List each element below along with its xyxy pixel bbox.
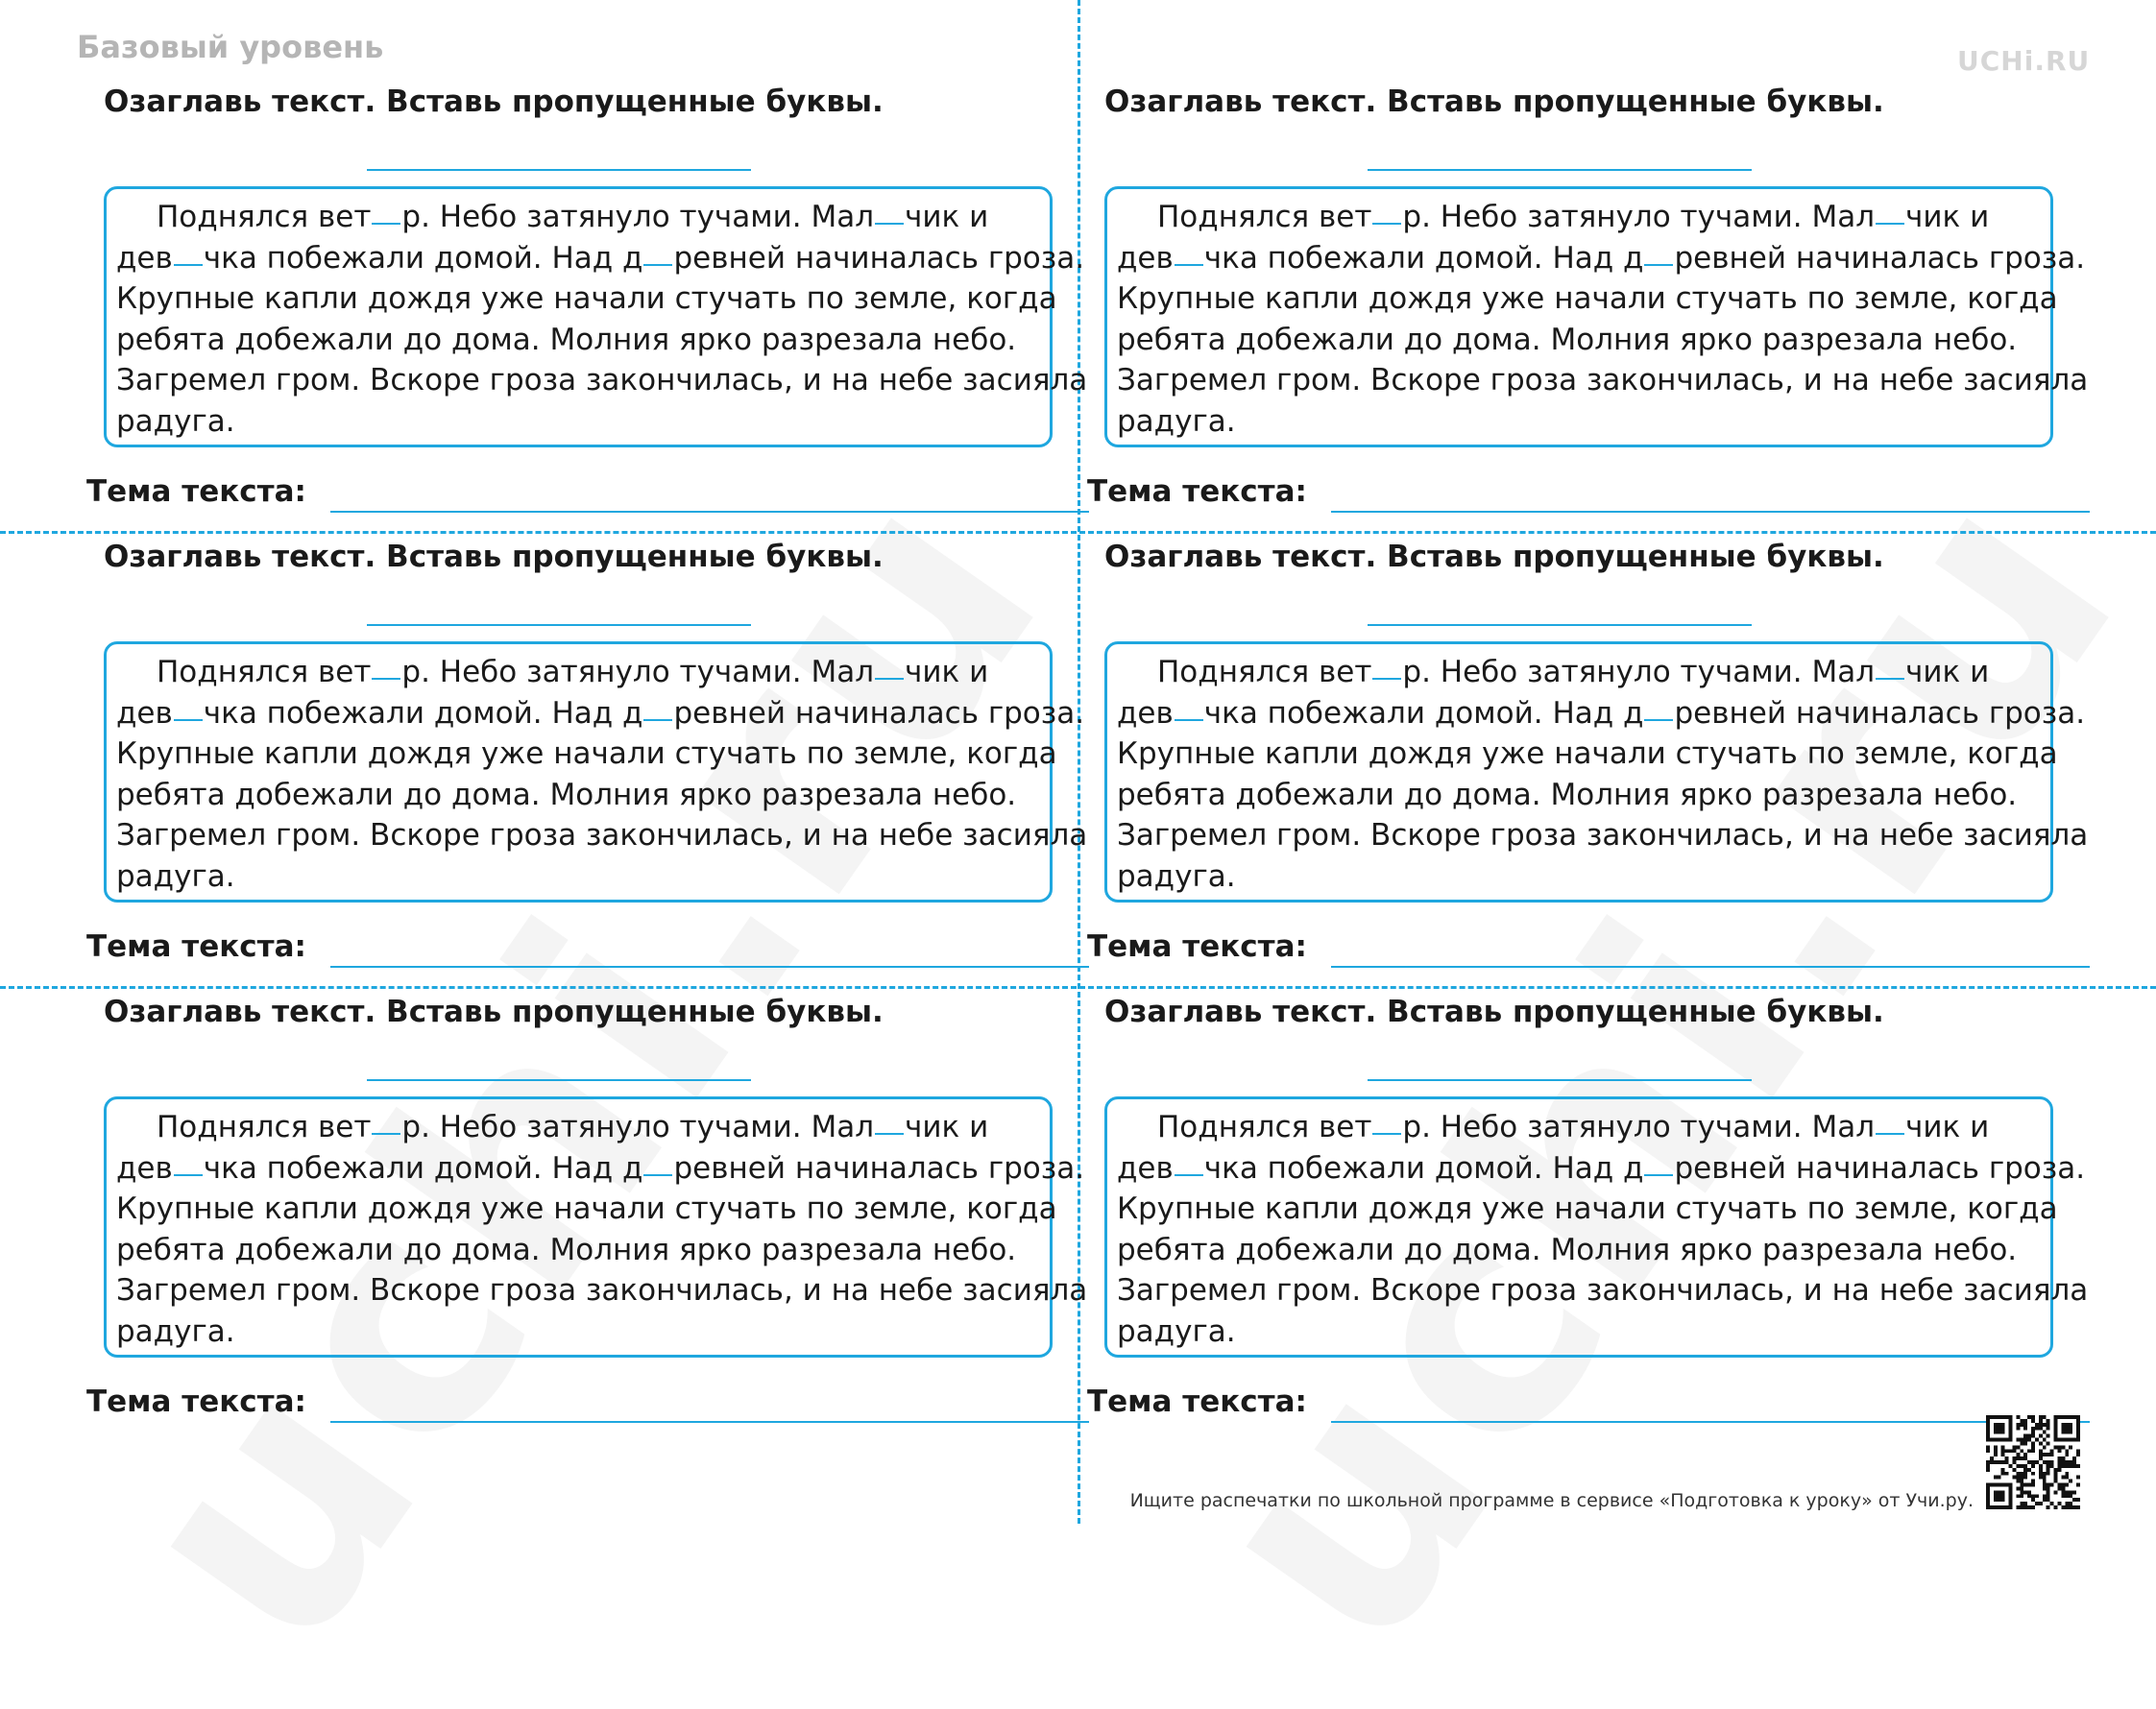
text-segment: чик и	[1905, 200, 1990, 234]
missing-letter-blank[interactable]	[174, 263, 203, 266]
text-segment: Загремел гром. Вскоре гроза закончилась, и на небе засияла	[1117, 818, 2089, 853]
missing-letter-blank[interactable]	[1644, 718, 1673, 721]
text-line	[116, 856, 1040, 898]
missing-letter-blank[interactable]	[875, 677, 904, 680]
text-line	[116, 693, 1085, 734]
text-segment: чка побежали домой. Над д	[1203, 1150, 1644, 1186]
text-segment: Крупные капли дождя уже начали стучать по земле, когда	[116, 736, 1057, 771]
card-instruction: Озаглавь текст. Вставь пропущенные буквы.	[1104, 540, 1884, 574]
text-segment: ребята добежали до дома. Молния ярко разрезала небо.	[1117, 1232, 2018, 1267]
title-answer-line[interactable]	[367, 624, 751, 626]
missing-letter-blank[interactable]	[1876, 677, 1904, 680]
missing-letter-blank[interactable]	[643, 263, 672, 266]
text-segment: радуга.	[116, 403, 235, 439]
text-segment: радуга.	[1117, 1313, 1236, 1349]
topic-label: Тема текста:	[1087, 474, 1307, 509]
missing-letter-blank[interactable]	[372, 1132, 400, 1135]
missing-letter-blank[interactable]	[1876, 1132, 1904, 1135]
text-segment: ребята добежали до дома. Молния ярко разрезала небо.	[116, 1232, 1017, 1267]
text-segment: радуга.	[1117, 858, 1236, 894]
text-segment: дев	[1117, 240, 1174, 276]
missing-letter-blank[interactable]	[372, 222, 400, 225]
text-line	[116, 1230, 1040, 1271]
missing-letter-blank[interactable]	[372, 677, 400, 680]
text-segment: Загремел гром. Вскоре гроза закончилась, и на небе засияла	[1117, 1273, 2089, 1308]
text-line	[1117, 320, 2041, 361]
text-segment: р. Небо затянуло тучами. Мал	[1402, 1110, 1876, 1144]
title-answer-line[interactable]	[367, 169, 751, 171]
text-segment: чик и	[905, 1110, 989, 1144]
text-segment: р. Небо затянуло тучами. Мал	[401, 200, 875, 234]
text-segment: чка побежали домой. Над д	[1203, 695, 1644, 731]
text-line	[1117, 1148, 2086, 1190]
text-line	[116, 238, 1085, 279]
text-line	[1117, 734, 2058, 775]
text-line	[116, 1312, 1040, 1353]
text-line	[116, 815, 1088, 856]
text-line	[1117, 1312, 2041, 1353]
text-line	[1117, 815, 2089, 856]
text-segment: ревней начиналась гроза.	[673, 1150, 1085, 1186]
exercise-text-box	[1104, 186, 2089, 447]
exercise-text-box	[1104, 641, 2089, 903]
card-instruction: Озаглавь текст. Вставь пропущенные буквы.	[104, 995, 884, 1029]
text-line	[116, 320, 1040, 361]
brand-logo: UCHi.RU	[1957, 45, 2091, 77]
topic-label: Тема текста:	[86, 929, 306, 964]
text-segment: дев	[1117, 695, 1174, 731]
card-instruction: Озаглавь текст. Вставь пропущенные буквы.	[104, 540, 884, 574]
missing-letter-blank[interactable]	[1372, 222, 1401, 225]
text-segment: чка побежали домой. Над д	[203, 695, 643, 731]
missing-letter-blank[interactable]	[643, 1173, 672, 1176]
level-label: Базовый уровень	[77, 29, 384, 65]
text-segment: Крупные капли дождя уже начали стучать по земле, когда	[1117, 281, 2058, 316]
text-segment: радуга.	[116, 858, 235, 894]
text-line	[116, 1270, 1088, 1312]
text-segment: дев	[1117, 1150, 1174, 1186]
text-line	[116, 1148, 1085, 1190]
text-segment: ребята добежали до дома. Молния ярко разрезала небо.	[116, 777, 1017, 812]
text-segment: р. Небо затянуло тучами. Мал	[1402, 200, 1876, 234]
text-segment: ревней начиналась гроза.	[1674, 240, 2086, 276]
text-segment: радуга.	[116, 1313, 235, 1349]
text-segment: Поднялся вет	[157, 655, 372, 689]
text-line	[116, 197, 1040, 238]
text-segment: дев	[116, 240, 173, 276]
text-segment: Крупные капли дождя уже начали стучать по земле, когда	[116, 281, 1057, 316]
missing-letter-blank[interactable]	[1175, 263, 1203, 266]
exercise-text-box	[104, 641, 1088, 903]
text-line	[1117, 1189, 2058, 1230]
text-segment: Поднялся вет	[1157, 655, 1372, 689]
text-segment: Поднялся вет	[1157, 1110, 1372, 1144]
text-segment: Поднялся вет	[157, 1110, 372, 1144]
text-segment: р. Небо затянуло тучами. Мал	[401, 655, 875, 689]
title-answer-line[interactable]	[1368, 1079, 1752, 1081]
missing-letter-blank[interactable]	[174, 1173, 203, 1176]
exercise-card	[58, 536, 1088, 991]
missing-letter-blank[interactable]	[1372, 677, 1401, 680]
text-segment: ребята добежали до дома. Молния ярко разрезала небо.	[1117, 322, 2018, 357]
topic-label: Тема текста:	[86, 1384, 306, 1419]
text-segment: радуга.	[1117, 403, 1236, 439]
text-segment: Поднялся вет	[1157, 200, 1372, 234]
text-line	[1117, 775, 2041, 816]
topic-label: Тема текста:	[86, 474, 306, 509]
exercise-text-box	[1104, 1096, 2089, 1358]
text-segment: Загремел гром. Вскоре гроза закончилась, и на небе засияла	[1117, 363, 2089, 397]
missing-letter-blank[interactable]	[1644, 1173, 1673, 1176]
missing-letter-blank[interactable]	[643, 718, 672, 721]
text-segment: дев	[116, 695, 173, 731]
text-line	[1117, 197, 2041, 238]
exercise-text-box	[104, 1096, 1088, 1358]
text-segment: Крупные капли дождя уже начали стучать по земле, когда	[116, 1191, 1057, 1226]
text-segment: чик и	[905, 655, 989, 689]
text-segment: Загремел гром. Вскоре гроза закончилась, и на небе засияла	[116, 818, 1088, 853]
topic-answer-line[interactable]	[1331, 966, 2090, 968]
card-instruction: Озаглавь текст. Вставь пропущенные буквы.	[1104, 84, 1884, 119]
qr-code-icon	[1986, 1415, 2080, 1509]
text-segment: Загремел гром. Вскоре гроза закончилась, и на небе засияла	[116, 363, 1088, 397]
topic-answer-line[interactable]	[1331, 511, 2090, 513]
text-line	[116, 1189, 1057, 1230]
text-segment: ревней начиналась гроза.	[1674, 695, 2086, 731]
title-answer-line[interactable]	[1368, 624, 1752, 626]
text-segment: р. Небо затянуло тучами. Мал	[1402, 655, 1876, 689]
text-line	[1117, 693, 2086, 734]
missing-letter-blank[interactable]	[1175, 718, 1203, 721]
missing-letter-blank[interactable]	[174, 718, 203, 721]
text-line	[116, 360, 1088, 401]
missing-letter-blank[interactable]	[875, 1132, 904, 1135]
topic-answer-line[interactable]	[330, 966, 1089, 968]
text-line	[1117, 1107, 2041, 1148]
exercise-card	[1058, 81, 2089, 536]
text-segment: дев	[116, 1150, 173, 1186]
exercise-card	[1058, 991, 2089, 1446]
missing-letter-blank[interactable]	[1644, 263, 1673, 266]
missing-letter-blank[interactable]	[1175, 1173, 1203, 1176]
text-segment: ревней начиналась гроза.	[673, 240, 1085, 276]
topic-label: Тема текста:	[1087, 929, 1307, 964]
text-line	[1117, 652, 2041, 693]
title-answer-line[interactable]	[1368, 169, 1752, 171]
exercise-card	[58, 991, 1088, 1446]
missing-letter-blank[interactable]	[1372, 1132, 1401, 1135]
text-segment: чка побежали домой. Над д	[203, 1150, 643, 1186]
text-segment: ребята добежали до дома. Молния ярко разрезала небо.	[1117, 777, 2018, 812]
text-segment: Загремел гром. Вскоре гроза закончилась, и на небе засияла	[116, 1273, 1088, 1308]
text-segment: чик и	[1905, 1110, 1990, 1144]
text-segment: ревней начиналась гроза.	[673, 695, 1085, 731]
topic-answer-line[interactable]	[330, 511, 1089, 513]
text-segment: р. Небо затянуло тучами. Мал	[401, 1110, 875, 1144]
text-line	[1117, 238, 2086, 279]
exercise-text-box	[104, 186, 1088, 447]
topic-answer-line[interactable]	[1331, 1421, 2090, 1423]
text-line	[116, 401, 1040, 443]
text-line	[1117, 856, 2041, 898]
text-line	[116, 775, 1040, 816]
missing-letter-blank[interactable]	[1876, 222, 1904, 225]
text-segment: чка побежали домой. Над д	[203, 240, 643, 276]
text-line	[116, 278, 1057, 320]
text-line	[1117, 278, 2058, 320]
exercise-card	[58, 81, 1088, 536]
text-segment: ребята добежали до дома. Молния ярко разрезала небо.	[116, 322, 1017, 357]
text-line	[1117, 401, 2041, 443]
text-line	[116, 734, 1057, 775]
text-line	[116, 1107, 1040, 1148]
text-segment: Поднялся вет	[157, 200, 372, 234]
text-line	[1117, 1230, 2041, 1271]
card-instruction: Озаглавь текст. Вставь пропущенные буквы.	[1104, 995, 1884, 1029]
text-segment: чик и	[905, 200, 989, 234]
text-line	[116, 652, 1040, 693]
text-segment: чка побежали домой. Над д	[1203, 240, 1644, 276]
text-segment: Крупные капли дождя уже начали стучать по земле, когда	[1117, 1191, 2058, 1226]
topic-answer-line[interactable]	[330, 1421, 1089, 1423]
card-instruction: Озаглавь текст. Вставь пропущенные буквы.	[104, 84, 884, 119]
text-line	[1117, 1270, 2089, 1312]
title-answer-line[interactable]	[367, 1079, 751, 1081]
text-segment: ревней начиналась гроза.	[1674, 1150, 2086, 1186]
text-segment: чик и	[1905, 655, 1990, 689]
missing-letter-blank[interactable]	[875, 222, 904, 225]
topic-label: Тема текста:	[1087, 1384, 1307, 1419]
exercise-card	[1058, 536, 2089, 991]
footer-note: Ищите распечатки по школьной программе в сервисе «Подготовка к уроку» от Учи.ру.	[1129, 1490, 1974, 1511]
text-line	[1117, 360, 2089, 401]
text-segment: Крупные капли дождя уже начали стучать по земле, когда	[1117, 736, 2058, 771]
